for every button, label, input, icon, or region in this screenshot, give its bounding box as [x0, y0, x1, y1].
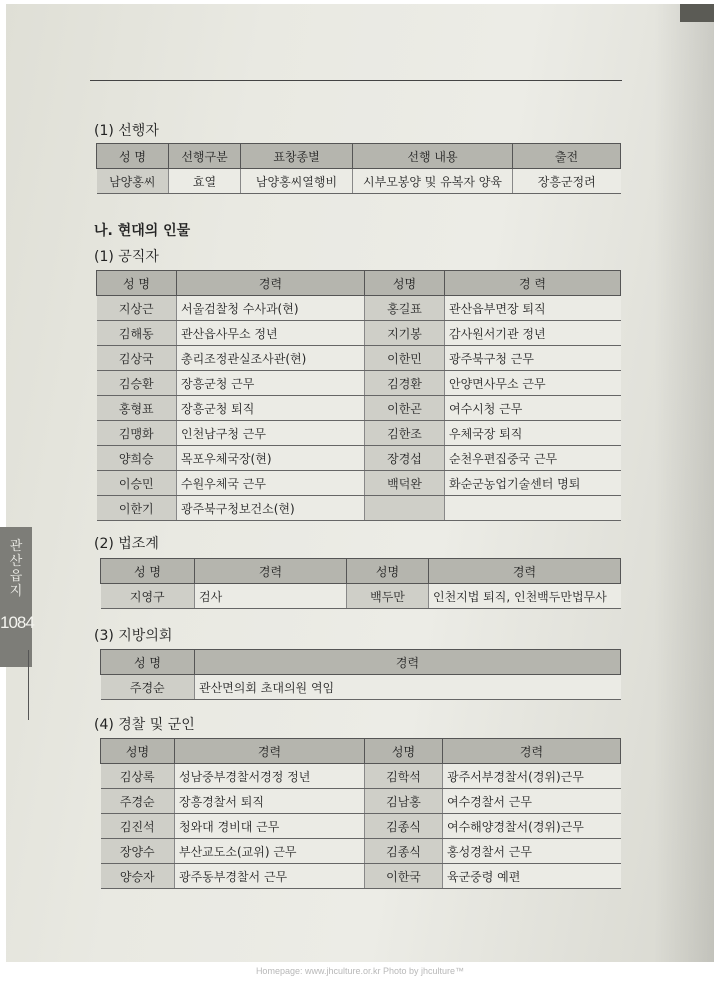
table-header: 경 력: [445, 271, 621, 296]
table-header: 경력: [177, 271, 365, 296]
section-title-seonhaeng: (1) 선행자: [94, 123, 159, 139]
name-cell: 김맹화: [97, 421, 177, 446]
name-cell: 이한기: [97, 496, 177, 521]
career-cell: 여수해양경찰서(경위)근무: [443, 814, 621, 839]
section-title-modern: 나. 현대의 인물: [94, 223, 191, 239]
table-row: [97, 346, 621, 371]
award-cell: 남양홍씨열행비: [241, 169, 353, 194]
table-gongjik: [96, 270, 621, 521]
table-header: 경력: [175, 739, 365, 764]
type-cell: 효열: [169, 169, 241, 194]
table-row: [97, 371, 621, 396]
name-cell: 김상록: [101, 764, 175, 789]
table-header: 성 명: [97, 144, 169, 169]
name-cell: 지상근: [97, 296, 177, 321]
name-cell: 김경환: [365, 371, 445, 396]
name-cell: 김학석: [365, 764, 443, 789]
name-cell: 주경순: [101, 675, 195, 700]
career-cell: 우체국장 퇴직: [445, 421, 621, 446]
name-cell: 남양홍씨: [97, 169, 169, 194]
table-header: 경력: [429, 559, 621, 584]
table-row: [101, 675, 621, 700]
name-cell: 김진석: [101, 814, 175, 839]
career-cell: 여수시청 근무: [445, 396, 621, 421]
side-line: [28, 650, 29, 720]
name-cell: 장경섭: [365, 446, 445, 471]
career-cell: 광주북구청 근무: [445, 346, 621, 371]
name-cell: 양희승: [97, 446, 177, 471]
career-cell: 성남중부경찰서경정 정년: [175, 764, 365, 789]
table-header: 경력: [195, 650, 621, 675]
footer-credit: Homepage: www.jhculture.or.kr Photo by jhculture™: [255, 966, 465, 976]
table-header: 표창종별: [241, 144, 353, 169]
career-cell: 광주북구청보건소(현): [177, 496, 365, 521]
name-cell: 이한민: [365, 346, 445, 371]
side-title: 관산읍지: [9, 539, 23, 599]
source-cell: 장흥군정려: [513, 169, 621, 194]
table-header: 선행 내용: [353, 144, 513, 169]
name-cell: 이한곤: [365, 396, 445, 421]
table-header: 성명: [101, 739, 175, 764]
career-cell: 검사: [195, 584, 347, 609]
name-cell: 지기봉: [365, 321, 445, 346]
table-header: 출전: [513, 144, 621, 169]
table-row: [97, 396, 621, 421]
career-cell: 관산읍부면장 퇴직: [445, 296, 621, 321]
name-cell: 이승민: [97, 471, 177, 496]
career-cell: 인천지법 퇴직, 인천백두만법무사: [429, 584, 621, 609]
table-row: [101, 814, 621, 839]
table-header: 경력: [195, 559, 347, 584]
career-cell: 부산교도소(교위) 근무: [175, 839, 365, 864]
career-cell: 여수경찰서 근무: [443, 789, 621, 814]
name-cell: 김해동: [97, 321, 177, 346]
career-cell: 화순군농업기술센터 명퇴: [445, 471, 621, 496]
header-rule: [90, 80, 622, 81]
name-cell: 양승자: [101, 864, 175, 889]
page-corner: [680, 4, 714, 22]
table-header: 성명: [365, 271, 445, 296]
career-cell: [445, 496, 621, 521]
name-cell: 김승환: [97, 371, 177, 396]
career-cell: 홍성경찰서 근무: [443, 839, 621, 864]
table-jibang: [100, 649, 621, 700]
table-row: [101, 789, 621, 814]
name-cell: 이한국: [365, 864, 443, 889]
table-header: 선행구분: [169, 144, 241, 169]
name-cell: 김한조: [365, 421, 445, 446]
table-beopjo: [100, 558, 621, 609]
career-cell: 청와대 경비대 근무: [175, 814, 365, 839]
career-cell: 육군중령 예편: [443, 864, 621, 889]
table-seonhaeng: [96, 143, 621, 194]
name-cell: 백덕완: [365, 471, 445, 496]
table-header: 성명: [347, 559, 429, 584]
name-cell: 지영구: [101, 584, 195, 609]
career-cell: 장흥군청 퇴직: [177, 396, 365, 421]
table-row: [101, 839, 621, 864]
career-cell: 목포우체국장(현): [177, 446, 365, 471]
career-cell: 광주서부경찰서(경위)근무: [443, 764, 621, 789]
career-cell: 장흥군청 근무: [177, 371, 365, 396]
page-number: 1084: [0, 613, 34, 632]
name-cell: 주경순: [101, 789, 175, 814]
name-cell: 홍형표: [97, 396, 177, 421]
table-row: [97, 321, 621, 346]
content-cell: 시부모봉양 및 유복자 양육: [353, 169, 513, 194]
table-header: 성 명: [97, 271, 177, 296]
table-row: [97, 446, 621, 471]
career-cell: 수원우체국 근무: [177, 471, 365, 496]
table-header: 경력: [443, 739, 621, 764]
name-cell: 홍길표: [365, 296, 445, 321]
career-cell: 서울검찰청 수사과(현): [177, 296, 365, 321]
section-title-gyeongchal: (4) 경찰 및 군인: [94, 717, 195, 733]
table-row: [97, 496, 621, 521]
section-title-gongjik: (1) 공직자: [94, 249, 159, 265]
table-row: [101, 584, 621, 609]
table-gyeongchal: [100, 738, 621, 889]
table-row: [101, 864, 621, 889]
table-row: [97, 296, 621, 321]
table-row: [97, 169, 621, 194]
career-cell: 광주동부경찰서 근무: [175, 864, 365, 889]
name-cell: 김남홍: [365, 789, 443, 814]
section-title-jibang: (3) 지방의회: [94, 628, 173, 644]
section-title-beopjo: (2) 법조계: [94, 536, 159, 552]
career-cell: 순천우편집중국 근무: [445, 446, 621, 471]
table-row: [101, 764, 621, 789]
career-cell: 안양면사무소 근무: [445, 371, 621, 396]
table-row: [97, 471, 621, 496]
name-cell: 김종식: [365, 814, 443, 839]
side-tab: [0, 527, 32, 667]
name-cell: 장양수: [101, 839, 175, 864]
career-cell: 장흥경찰서 퇴직: [175, 789, 365, 814]
name-cell: 김종식: [365, 839, 443, 864]
name-cell: 백두만: [347, 584, 429, 609]
table-header: 성명: [365, 739, 443, 764]
table-row: [97, 421, 621, 446]
table-header: 성 명: [101, 559, 195, 584]
career-cell: 감사원서기관 정년: [445, 321, 621, 346]
name-cell: [365, 496, 445, 521]
career-cell: 관산면의회 초대의원 역임: [195, 675, 621, 700]
page-shadow: [654, 4, 714, 962]
career-cell: 총리조정관실조사관(현): [177, 346, 365, 371]
career-cell: 인천남구청 근무: [177, 421, 365, 446]
career-cell: 관산읍사무소 정년: [177, 321, 365, 346]
name-cell: 김상국: [97, 346, 177, 371]
table-header: 성 명: [101, 650, 195, 675]
